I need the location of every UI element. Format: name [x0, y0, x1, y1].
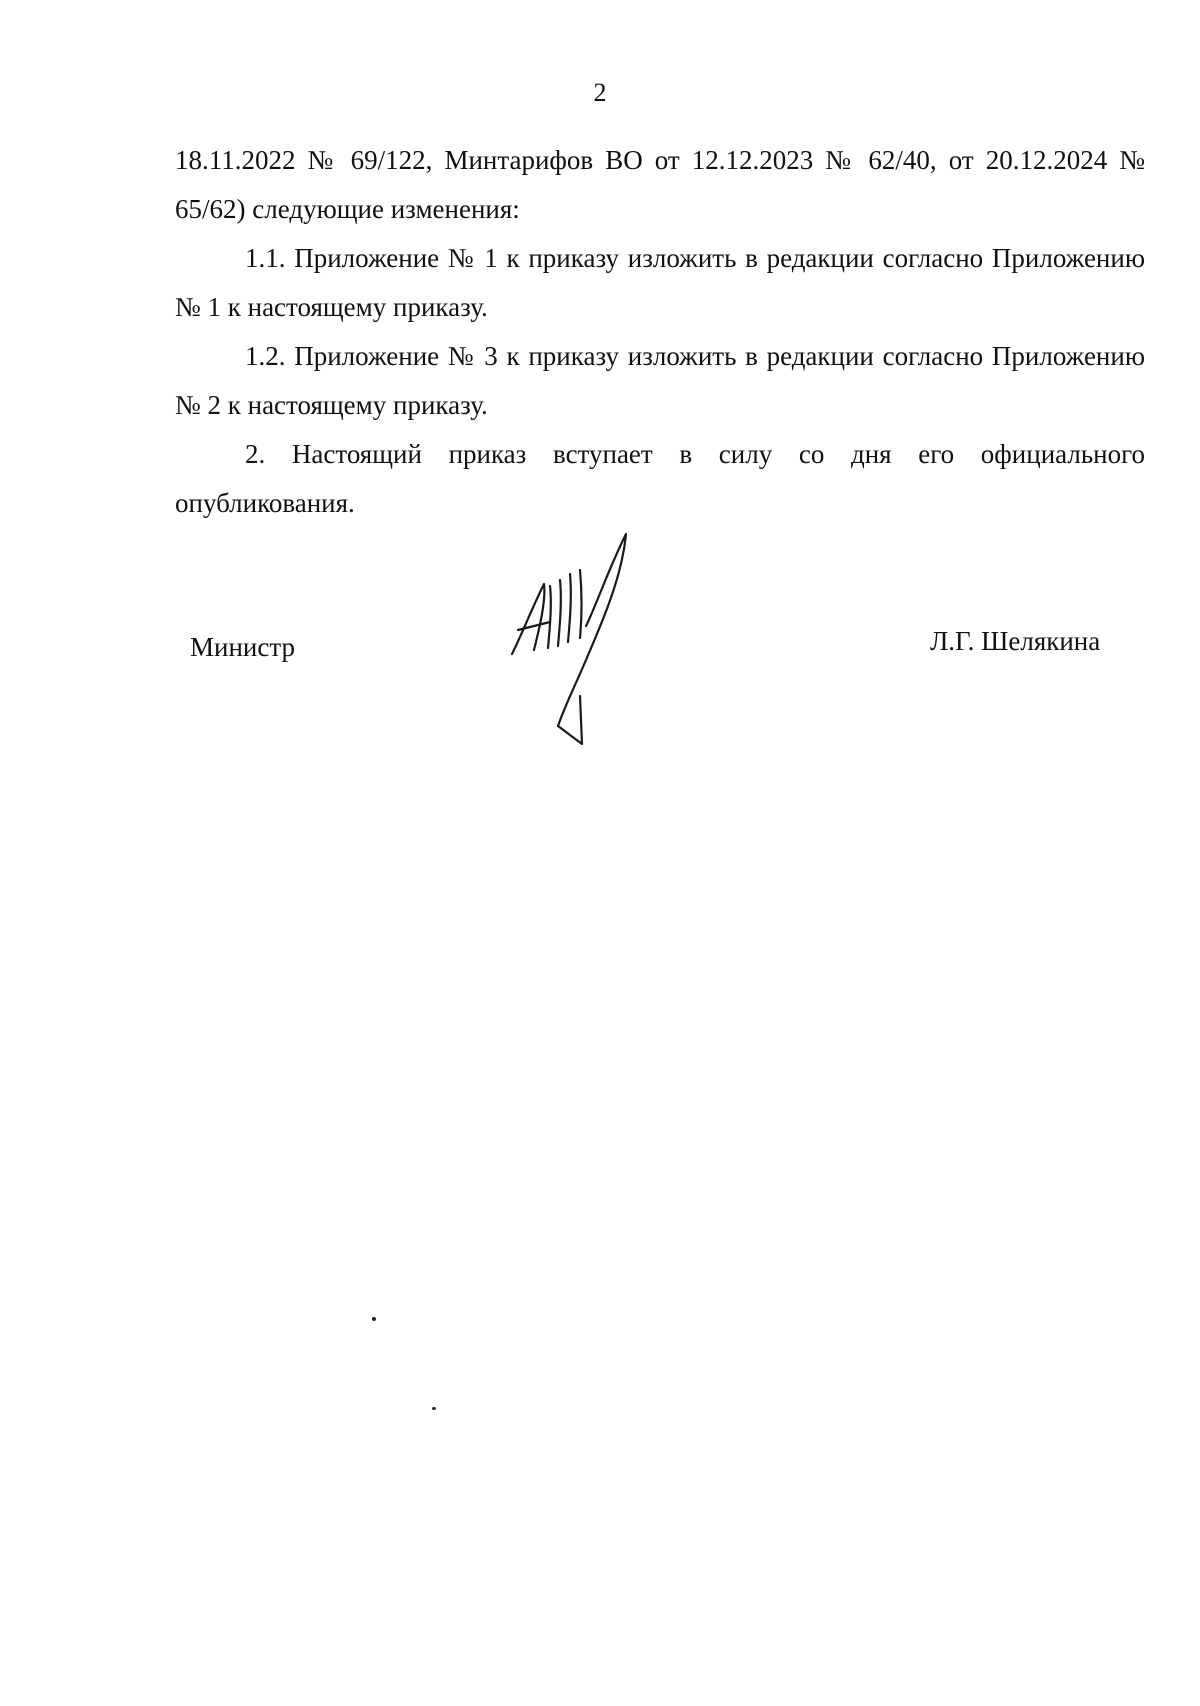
signature-block — [0, 530, 1200, 760]
document-body — [175, 136, 1145, 528]
scan-speck — [372, 1317, 376, 1321]
scan-speck — [432, 1407, 436, 1410]
paragraph-item-1-1: 1.1. Приложение № 1 к приказу изложить в редакции согласно Приложению № 1 к настоящему приказу. — [175, 243, 1145, 322]
handwritten-signature — [500, 530, 660, 750]
paragraph-continuation: 18.11.2022 № 69/122, Минтарифов ВО от 12.12.2023 № 62/40, от 20.12.2024 № 65/62) следующие изменения: — [175, 145, 1145, 224]
signatory-title: Министр — [190, 632, 295, 662]
page-number: 2 — [593, 78, 607, 107]
paragraph-item-2: 2. Настоящий приказ вступает в силу со дня его официального опубликования. — [175, 439, 1145, 518]
signatory-name: Л.Г. Шелякина — [930, 626, 1101, 656]
paragraph-item-1-2: 1.2. Приложение № 3 к приказу изложить в редакции согласно Приложению № 2 к настоящему приказу. — [175, 341, 1145, 420]
